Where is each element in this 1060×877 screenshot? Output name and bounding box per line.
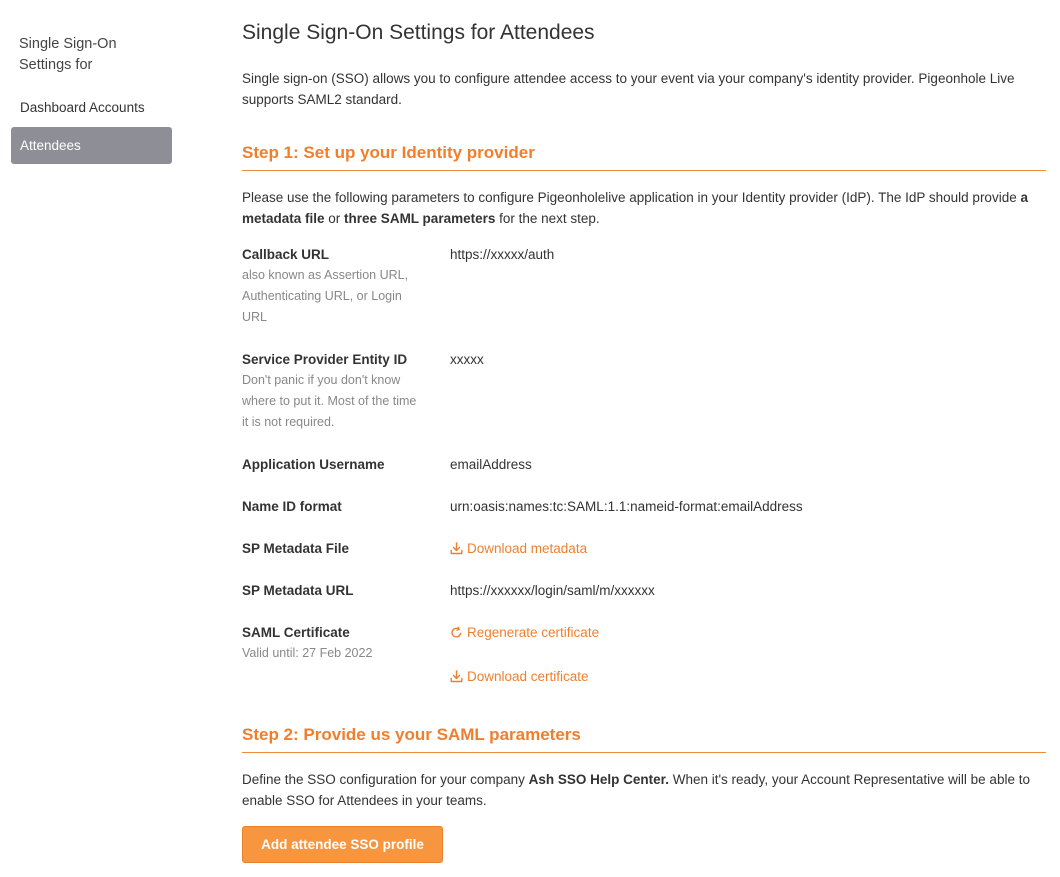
entity-id-hint: Don't panic if you don't know where to put it. Most of the time it is not required. [242,373,417,429]
step1-description [242,187,1047,229]
step1-desc-bold-metadata: a metadata file [242,190,1028,226]
intro-text: Single sign-on (SSO) allows you to configure attendee access to your event via your company's identity provider. Pigeonhole Live supports SAML2 standard. [242,71,1015,107]
download-certificate-label: Download certificate [467,669,589,684]
app-username-label: Application Username [242,457,385,472]
sp-metadata-url-label: SP Metadata URL [242,583,354,598]
download-icon [450,542,463,555]
sp-metadata-url-value: https://xxxxxx/login/saml/m/xxxxxx [450,583,655,598]
download-icon [450,670,463,683]
callback-url-value: https://xxxxx/auth [450,247,555,262]
sidebar-heading: Single Sign-On Settings for [19,36,117,73]
saml-certificate-label-text: SAML Certificate [242,625,350,640]
step2-desc-end: When it's ready, your Account Representative will be able to enable SSO for Attendees in your teams. [242,772,1030,808]
download-metadata-link[interactable] [450,538,587,559]
saml-certificate-label [242,622,422,664]
sidebar-item-dashboard-accounts[interactable]: Dashboard Accounts [20,100,145,115]
callback-url-label-text: Callback URL [242,247,330,262]
download-certificate-link[interactable] [450,666,589,687]
step2-heading: Step 2: Provide us your SAML parameters [242,725,1046,753]
entity-id-label-text: Service Provider Entity ID [242,352,408,367]
step2-description [242,769,1047,811]
saml-certificate-actions [450,622,599,689]
name-id-format-value: urn:oasis:names:tc:SAML:1.1:nameid-format:emailAddress [450,499,803,514]
callback-url-hint: also known as Assertion URL, Authenticating URL, or Login URL [242,268,409,324]
step2-desc-start: Define the SSO configuration for your company [242,772,529,787]
step1-desc-start: Please use the following parameters to configure Pigeonholelive application in your Identity provider (IdP). The IdP should provide [242,190,1021,205]
saml-certificate-validity: Valid until: 27 Feb 2022 [242,646,373,660]
entity-id-label [242,349,422,433]
add-attendee-sso-profile-button[interactable]: Add attendee SSO profile [242,826,443,863]
sidebar [11,26,172,165]
sp-metadata-file-value [450,538,587,561]
download-metadata-label: Download metadata [467,541,588,556]
page-title: Single Sign-On Settings for Attendees [242,21,595,44]
step1-desc-end: for the next step. [495,211,600,226]
sidebar-item-attendees[interactable]: Attendees [11,127,172,164]
step2-company-name: Ash SSO Help Center. [528,772,669,787]
app-username-value: emailAddress [450,457,532,472]
step1-desc-or: or [324,211,345,226]
refresh-icon [450,626,463,639]
callback-url-label [242,244,422,328]
step1-heading: Step 1: Set up your Identity provider [242,143,1046,171]
name-id-format-label: Name ID format [242,499,342,514]
regenerate-certificate-link[interactable] [450,622,599,643]
regenerate-certificate-label: Regenerate certificate [467,625,600,640]
entity-id-value: xxxxx [450,352,484,367]
sp-metadata-file-label: SP Metadata File [242,541,350,556]
step1-desc-bold-params: three SAML parameters [344,211,496,226]
